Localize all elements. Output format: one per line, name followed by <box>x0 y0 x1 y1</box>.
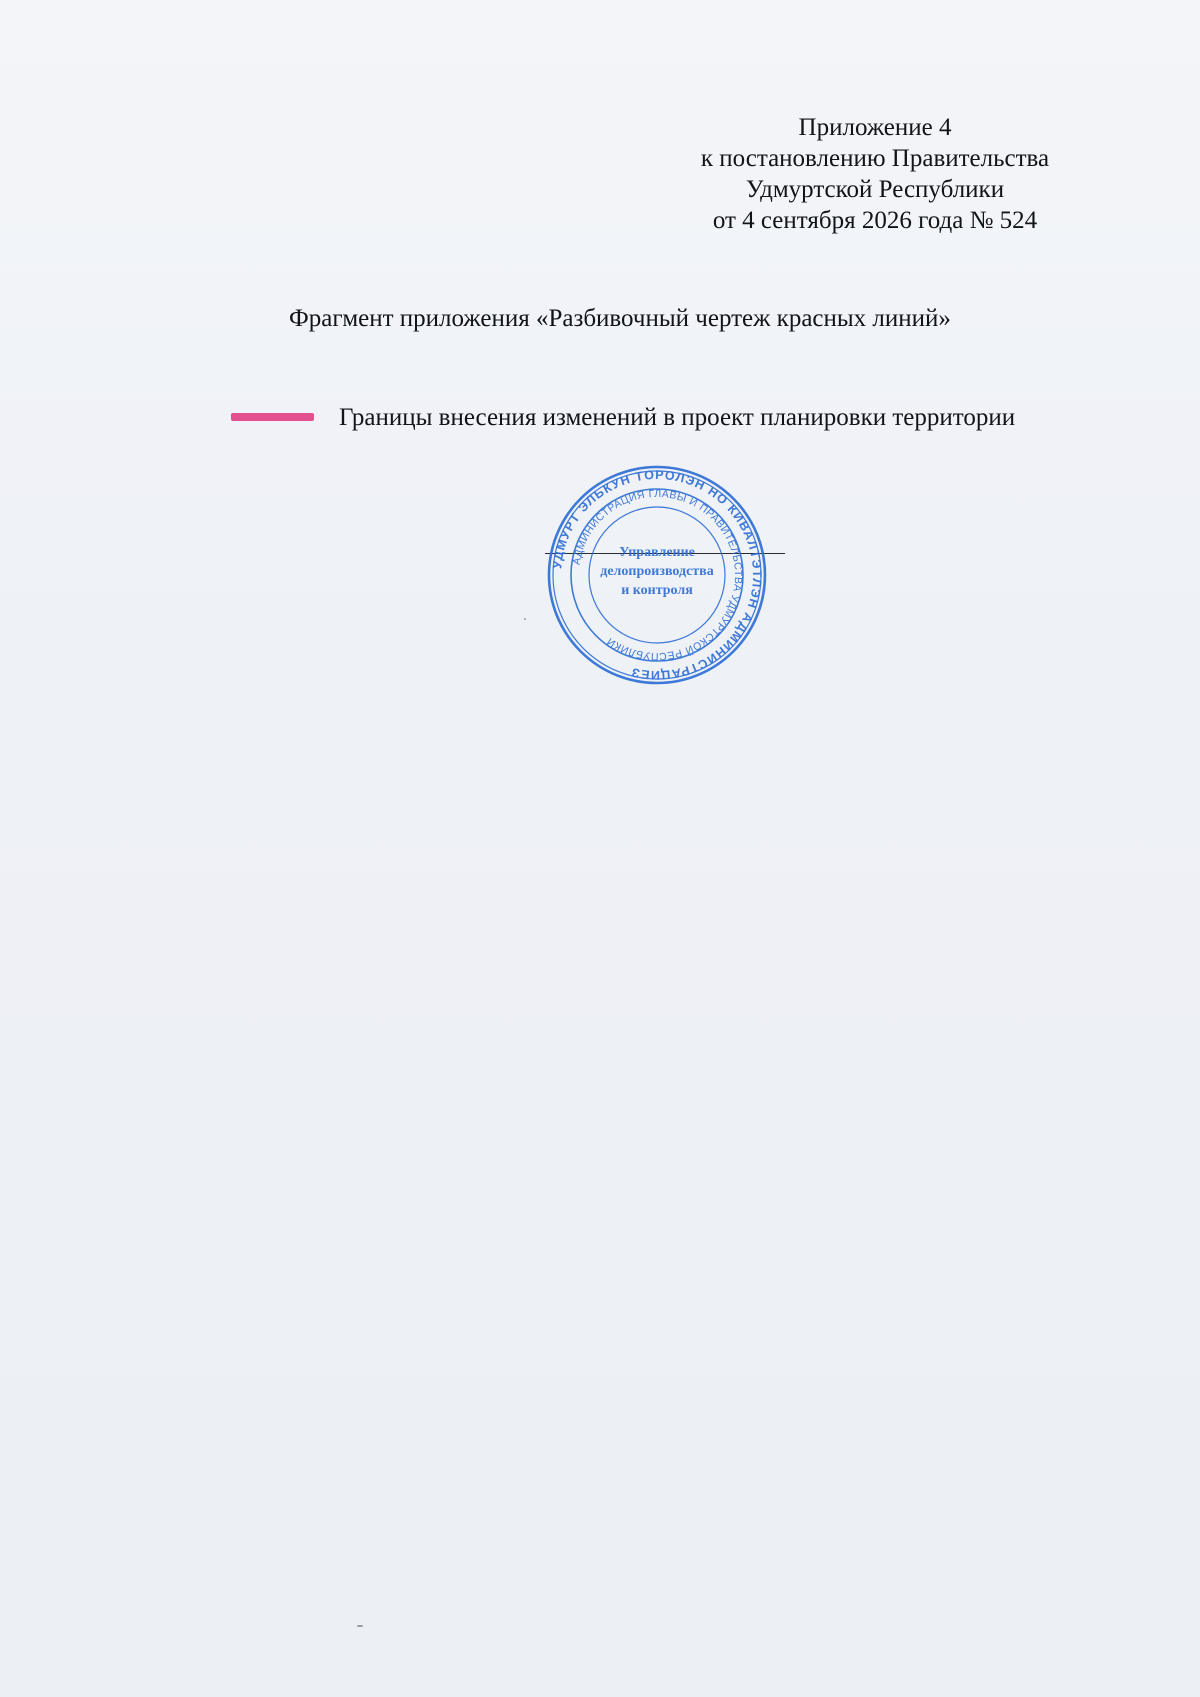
seal-center-line-1: Управление <box>619 545 695 560</box>
seal-outer-text: УДМУРТ ЭЛЬКУН ТОРОЛЭН НО КИВАЛТЭТЛЭН АДМИНИСТРАЦИЕЗ <box>550 467 765 683</box>
appendix-number: Приложение 4 <box>798 114 952 141</box>
appendix-authority: Удмуртской Республики <box>745 176 1005 203</box>
legend <box>231 400 1015 434</box>
fragment-title: Фрагмент приложения «Разбивочный чертеж красных линий» <box>289 305 951 332</box>
official-seal-icon <box>545 463 769 687</box>
appendix-date: от 4 сентября 2026 года № 524 <box>712 207 1038 234</box>
appendix-header <box>640 112 1110 236</box>
seal-inner-text: АДМИНИСТРАЦИЯ ГЛАВЫ И ПРАВИТЕЛЬСТВА УДМУРТСКОЙ РЕСПУБЛИКИ <box>570 487 745 663</box>
appendix-reference: к постановлению Правительства <box>700 145 1050 172</box>
speck-mark <box>357 1625 363 1627</box>
legend-line-icon <box>231 413 314 421</box>
speck-mark <box>524 618 526 620</box>
seal-center-line-2: делопроизводства <box>600 564 714 579</box>
seal-center-line-3: и контроля <box>621 583 693 598</box>
legend-label: Границы внесения изменений в проект планировки территории <box>339 403 1016 431</box>
